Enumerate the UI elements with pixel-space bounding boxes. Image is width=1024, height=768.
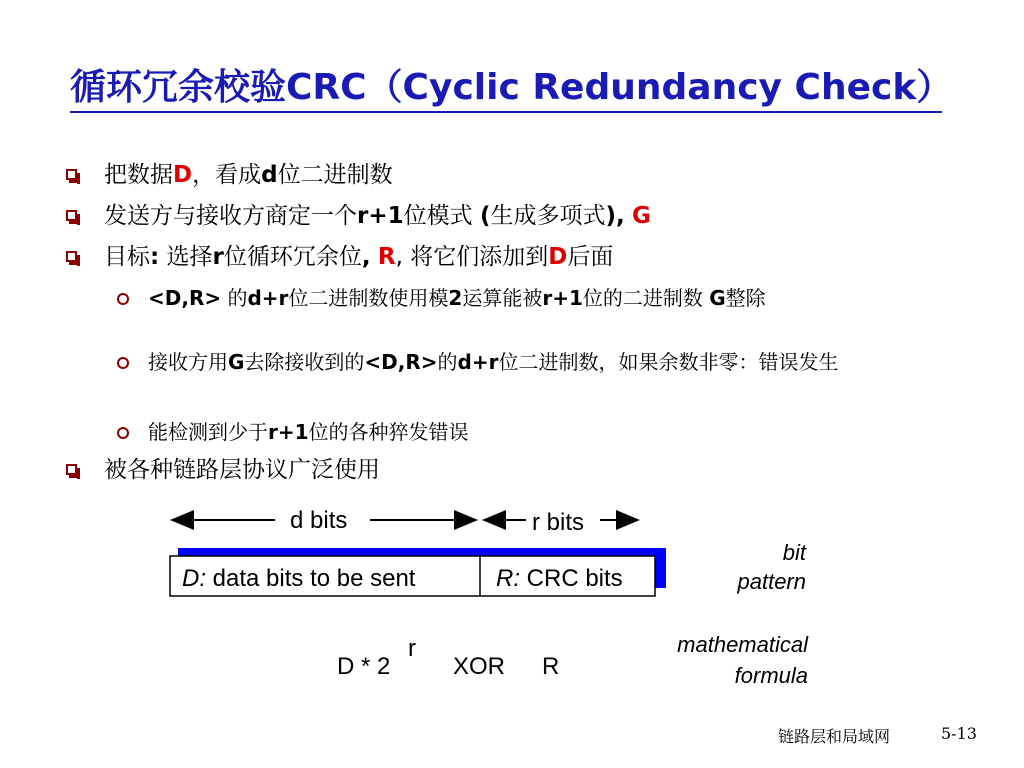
text-run: 的 (437, 350, 458, 374)
square-bullet-icon (66, 169, 77, 180)
bullet-text: 被各种链路层协议广泛使用 (104, 457, 380, 483)
r-bits-label: r bits (532, 509, 585, 536)
square-bullet-icon (66, 464, 77, 475)
text-run: D (173, 162, 193, 188)
text-run: 接收方用 (148, 350, 228, 374)
square-bullet-icon (66, 210, 77, 221)
title-underline (70, 111, 942, 113)
text-run: 选择 (159, 244, 213, 270)
text-run: r+1 (357, 203, 404, 229)
text-run: : (150, 244, 160, 270)
slide-title: 循环冗余校验CRC（Cyclic Redundancy Check） (70, 67, 953, 108)
text-run: 位的二进制数 (582, 286, 710, 310)
circle-bullet-icon (117, 427, 129, 439)
text-run: ), (605, 203, 625, 229)
bullet-text (104, 242, 613, 272)
text-run: R (377, 244, 396, 270)
text-run: d+r (457, 350, 499, 374)
text-run: 位模式 (403, 203, 480, 229)
text-run: 目标 (104, 244, 150, 270)
sub-bullet-text (148, 348, 908, 376)
text-run: 位二进制数 (277, 162, 393, 188)
text-run: 运算能被 (462, 286, 543, 310)
text-run: G (228, 350, 245, 374)
text-run: 后面 (567, 244, 614, 270)
bullet-text (104, 160, 393, 190)
text-run: r+1 (542, 286, 583, 310)
text-run: 位二进制数，如果余数非零：错误发生 (498, 350, 839, 374)
footer-page-number: 5-13 (941, 724, 977, 743)
text-run: , (361, 244, 371, 270)
square-bullet-icon (66, 251, 77, 262)
sub-bullet-text (148, 418, 908, 446)
text-run: d+r (247, 286, 289, 310)
text-run: 生成多项式 (490, 203, 606, 229)
text-run: d (261, 162, 278, 188)
text-run (625, 203, 632, 229)
text-run: 位的各种猝发错误 (308, 420, 469, 444)
circle-bullet-icon (117, 293, 129, 305)
text-run: G (709, 286, 726, 310)
bit-pattern-label-2: pattern (737, 569, 806, 594)
text-run: <D,R> (364, 350, 438, 374)
bullet-text (104, 201, 651, 231)
formula-main: D * 2 (337, 653, 391, 680)
math-formula-label-2: formula (734, 663, 808, 688)
text-run: , 将它们添加到 (395, 244, 549, 270)
text-run: ，看成 (192, 162, 262, 188)
text-run: r (212, 244, 224, 270)
text-run: 整除 (725, 286, 766, 310)
text-run: 能检测到少于 (148, 420, 268, 444)
sub-bullet-text (148, 284, 908, 312)
text-run: 位循环冗余位 (223, 244, 362, 270)
text-run: <D,R> (148, 286, 222, 310)
footer-chapter: 链路层和局域网 (778, 727, 891, 746)
text-run: 去除接收到的 (244, 350, 365, 374)
bit-pattern-label-1: bit (782, 540, 806, 565)
formula-xor: XOR (453, 653, 506, 680)
text-run: 把数据 (104, 162, 173, 188)
text-run: G (632, 203, 651, 229)
crc-diagram (160, 500, 840, 700)
text-run: D (548, 244, 568, 270)
d-bits-label: d bits (290, 507, 348, 534)
crc-bits-text: R: CRC bits (496, 565, 623, 592)
formula-r: R (542, 653, 560, 680)
text-run: 2 (448, 286, 463, 310)
data-bits-text: D: data bits to be sent (182, 565, 416, 592)
text-run (371, 244, 378, 270)
text-run: 的 (221, 286, 248, 310)
circle-bullet-icon (117, 357, 129, 369)
math-formula-label-1: mathematical (677, 632, 808, 657)
text-run: 位二进制数使用模 (288, 286, 449, 310)
text-run: r+1 (268, 420, 309, 444)
formula-exponent: r (408, 635, 416, 662)
text-run: 发送方与接收方商定一个 (104, 203, 357, 229)
text-run: ( (479, 203, 491, 229)
